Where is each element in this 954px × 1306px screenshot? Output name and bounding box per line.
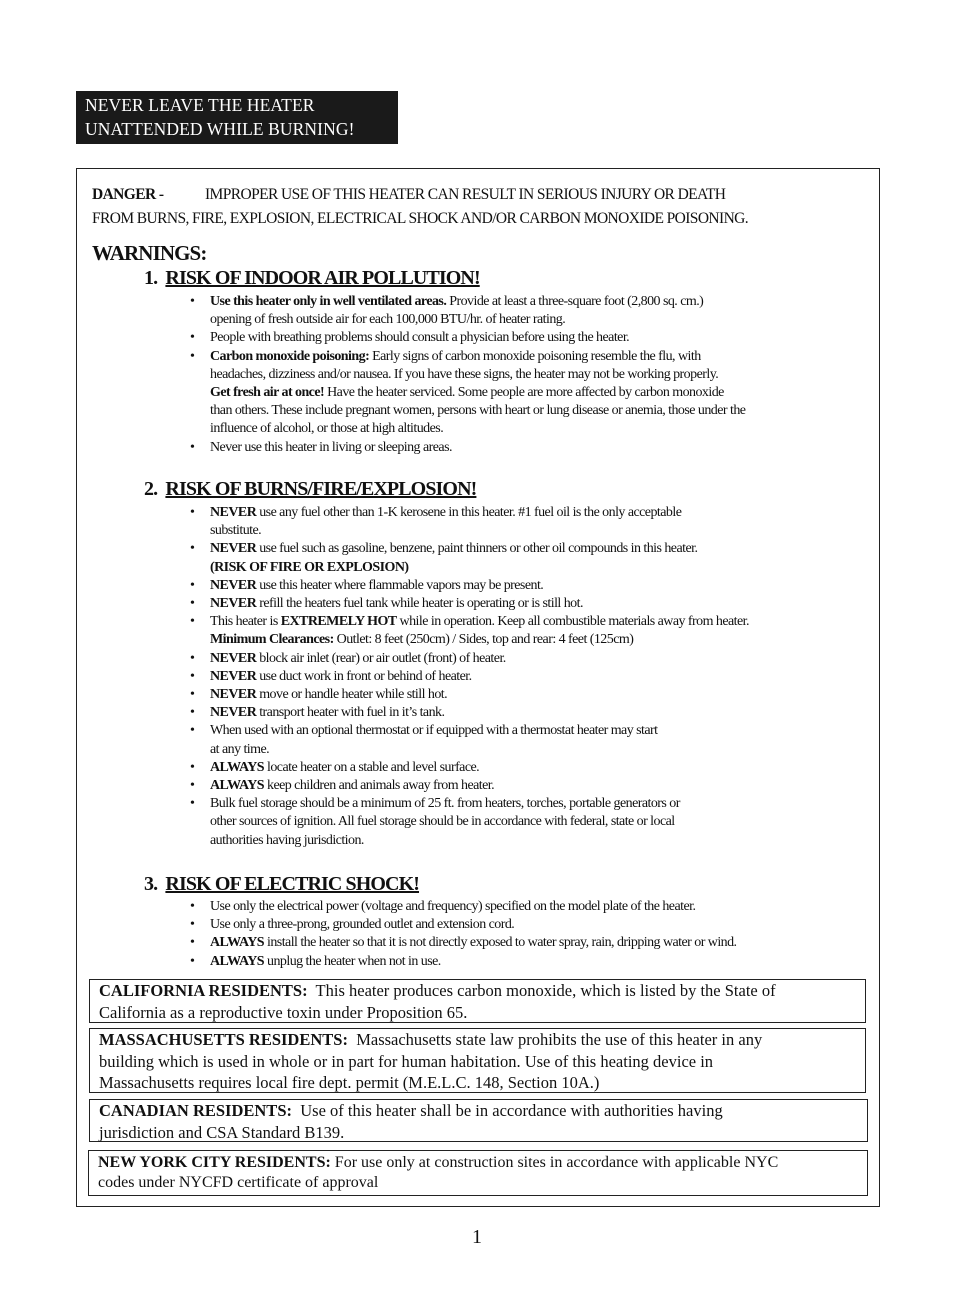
list-item: • ALWAYS keep children and animals away from heater. xyxy=(190,778,495,794)
section-2-list xyxy=(190,504,749,850)
danger-line-1: IMPROPER USE OF THIS HEATER CAN RESULT IN SERIOUS INJURY OR DEATH xyxy=(205,186,726,203)
list-item: • Bulk fuel storage should be a minimum of 25 ft. from heaters, torches, portable generators or other sources of ignition. All fuel storage should be in accordance with federal, state or local authorities having jurisdiction. xyxy=(190,796,680,848)
danger-label: DANGER - xyxy=(92,186,164,203)
list-item: • This heater is EXTREMELY HOT while in operation. Keep all combustible materials away from heater. Minimum Clearances: Outlet: 8 feet (250cm) / Sides, top and rear: 4 feet (125cm) xyxy=(190,614,749,648)
warnings-heading: WARNINGS: xyxy=(92,241,207,265)
nyc-residents-box: NEW YORK CITY RESIDENTS: For use only at construction sites in accordance with applicable NYC codes under NYCFD certificate of approval xyxy=(88,1150,868,1196)
list-item: • Never use this heater in living or sleeping areas. xyxy=(190,439,452,455)
canadian-label: CANADIAN RESIDENTS: xyxy=(99,1101,292,1120)
section-3-heading xyxy=(144,873,419,896)
list-item: • NEVER use this heater where flammable vapors may be present. xyxy=(190,577,544,593)
section-2-heading xyxy=(144,478,476,501)
section-1-heading xyxy=(144,267,480,290)
list-item: • People with breathing problems should consult a physician before using the heater. xyxy=(190,330,630,346)
section-3-number: 3. xyxy=(144,873,158,895)
page-number: 1 xyxy=(472,1226,482,1248)
list-item: • NEVER use fuel such as gasoline, benzene, paint thinners or other oil compounds in this heater. (RISK OF FIRE OR EXPLOSION) xyxy=(190,541,698,575)
banner-line-1: NEVER LEAVE THE HEATER xyxy=(85,95,315,115)
massachusetts-residents-box: MASSACHUSETTS RESIDENTS: Massachusetts state law prohibits the use of this heater in any building which is used in whole or in part for human habitation. Use of this heating device in Massachusetts requires local fire dept. permit (M.E.L.C. 148, Section 10A.) xyxy=(89,1028,866,1093)
list-item: • NEVER transport heater with fuel in it’s tank. xyxy=(190,705,445,721)
massachusetts-label: MASSACHUSETTS RESIDENTS: xyxy=(99,1030,348,1049)
danger-statement xyxy=(92,183,862,231)
list-item: • NEVER block air inlet (rear) or air outlet (front) of heater. xyxy=(190,650,506,666)
list-item: • Use only the electrical power (voltage and frequency) specified on the model plate of the heater. xyxy=(190,899,696,914)
list-item: • When used with an optional thermostat or if equipped with a thermostat heater may start at any time. xyxy=(190,723,658,757)
section-1-title: RISK OF INDOOR AIR POLLUTION! xyxy=(165,267,480,289)
list-item: • Carbon monoxide poisoning: Early signs of carbon monoxide poisoning resemble the flu, with headaches, dizziness and/or nausea. If you have these signs, the heater may not be working properly. Get fresh air at once! Have the heater serviced. Some people are more affected by carbon monoxide than others. These include pregnant women, persons with heart or lung disease or anemia, those under the influence of alcohol, or those at high altitudes. xyxy=(190,348,746,437)
list-item: • NEVER use any fuel other than 1-K kerosene in this heater. #1 fuel oil is the only acceptable substitute. xyxy=(190,505,682,539)
list-item: • NEVER move or handle heater while still hot. xyxy=(190,687,448,703)
warnings-frame xyxy=(76,168,880,1207)
list-item: • ALWAYS unplug the heater when not in use. xyxy=(190,953,441,969)
list-item: • Use this heater only in well ventilated areas. Provide at least a three-square foot (2,800 sq. cm.) opening of fresh outside air for each 100,000 BTU/hr. of heater rating. xyxy=(190,294,704,328)
list-item: • NEVER use duct work in front or behind of heater. xyxy=(190,668,472,684)
nyc-label: NEW YORK CITY RESIDENTS: xyxy=(98,1154,331,1171)
list-item: • ALWAYS install the heater so that it is not directly exposed to water spray, rain, dripping water or wind. xyxy=(190,935,737,951)
list-item: • ALWAYS locate heater on a stable and level surface. xyxy=(190,759,480,775)
danger-line-2: FROM BURNS, FIRE, EXPLOSION, ELECTRICAL SHOCK AND/OR CARBON MONOXIDE POISONING. xyxy=(92,210,749,227)
section-3-list xyxy=(190,898,737,971)
list-item: • NEVER refill the heaters fuel tank while heater is operating or is still hot. xyxy=(190,596,583,612)
banner-line-2: UNATTENDED WHILE BURNING! xyxy=(85,119,355,139)
canadian-residents-box: CANADIAN RESIDENTS: Use of this heater shall be in accordance with authorities having jurisdiction and CSA Standard B139. xyxy=(89,1099,868,1142)
section-2-title: RISK OF BURNS/FIRE/EXPLOSION! xyxy=(165,478,477,500)
section-2-number: 2. xyxy=(144,478,158,500)
warning-banner xyxy=(76,91,398,144)
section-3-title: RISK OF ELECTRIC SHOCK! xyxy=(165,873,420,895)
california-residents-box: CALIFORNIA RESIDENTS: This heater produces carbon monoxide, which is listed by the State of California as a reproductive toxin under Proposition 65. xyxy=(89,979,866,1023)
section-1-list xyxy=(190,293,745,457)
california-label: CALIFORNIA RESIDENTS: xyxy=(99,981,308,1000)
list-item: • Use only a three-prong, grounded outlet and extension cord. xyxy=(190,917,515,933)
section-1-number: 1. xyxy=(144,267,158,289)
